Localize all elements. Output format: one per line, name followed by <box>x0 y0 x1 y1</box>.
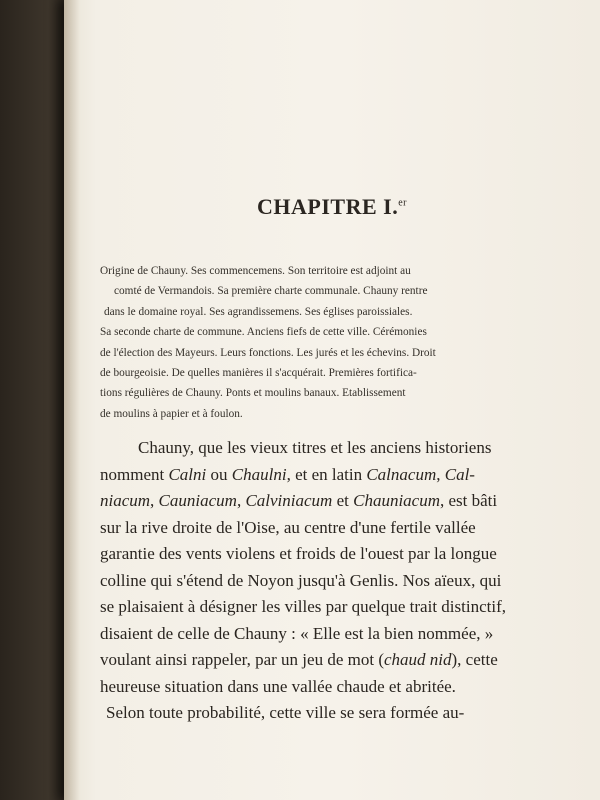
body-text: , est bâti <box>440 491 498 510</box>
chapter-title-text: CHAPITRE I. <box>257 194 399 219</box>
summary-line: Origine de Chauny. Ses commencemens. Son territoire est adjoint au <box>100 265 411 277</box>
body-line: Selon toute probabilité, cette ville se sera formée au- <box>106 703 465 722</box>
body-text: et <box>332 491 354 510</box>
body-line <box>100 462 550 489</box>
summary-line: Sa seconde charte de commune. Anciens fiefs de cette ville. Cérémonies <box>100 326 427 339</box>
summary-line: comté de Vermandois. Sa première charte communale. Chauny rentre <box>114 285 428 298</box>
latin-name: Cauniacum <box>158 491 237 510</box>
body-line <box>100 647 550 674</box>
body-line: disaient de celle de Chauny : « Elle est la bien nommée, » <box>100 623 494 643</box>
latin-name: Chaulni <box>231 464 287 484</box>
body-text: ), cette <box>451 650 498 669</box>
chapter-title <box>64 194 600 220</box>
summary-line: de l'élection des Mayeurs. Leurs fonctions. Les jurés et les échevins. Droit <box>100 346 436 359</box>
latin-name: niacum <box>100 491 151 510</box>
summary-line: tions régulières de Chauny. Ponts et moulins banaux. Etablissement <box>100 387 406 400</box>
body-line: se plaisaient à désigner les villes par quelque trait distinctif, <box>100 597 506 616</box>
latin-name: Calni <box>168 464 207 484</box>
body-text: , <box>150 491 159 510</box>
latin-name: Chauniacum <box>353 491 440 510</box>
latin-name: Calnacum <box>366 464 437 484</box>
chapter-title-superscript: er <box>398 197 407 209</box>
body-line: heureuse situation dans une vallée chaude et abritée. <box>100 676 456 696</box>
italic-phrase: chaud nid <box>383 650 452 669</box>
body-text: nomment <box>100 464 169 484</box>
latin-name: Cal- <box>444 464 475 484</box>
body-line: colline qui s'étend de Noyon jusqu'à Genlis. Nos aïeux, qui <box>100 570 502 590</box>
body-text: voulant ainsi rappeler, par un jeu de mot ( <box>100 650 384 669</box>
summary-line: de bourgeoisie. De quelles manières il s'acquérait. Premières fortifica- <box>100 367 417 380</box>
body-line <box>100 488 550 515</box>
body-text: , <box>436 464 445 484</box>
latin-name: Calviniacum <box>245 491 333 510</box>
body-line: sur la rive droite de l'Oise, au centre d'une fertile vallée <box>100 517 476 537</box>
book-page <box>64 0 600 800</box>
body-text: ou <box>206 464 232 484</box>
body-line: garantie des vents violens et froids de l'ouest par la longue <box>100 544 497 563</box>
summary-line: dans le domaine royal. Ses agrandissemens. Ses églises paroissiales. <box>104 305 413 318</box>
page-gutter-shadow <box>64 0 80 800</box>
body-text: , <box>236 491 246 510</box>
body-line: Chauny, que les vieux titres et les anciens historiens <box>138 438 492 457</box>
body-text: , et en latin <box>286 464 367 484</box>
summary-line: de moulins à papier et à foulon. <box>100 407 243 420</box>
body-paragraphs <box>100 435 550 727</box>
chapter-summary <box>100 261 538 424</box>
